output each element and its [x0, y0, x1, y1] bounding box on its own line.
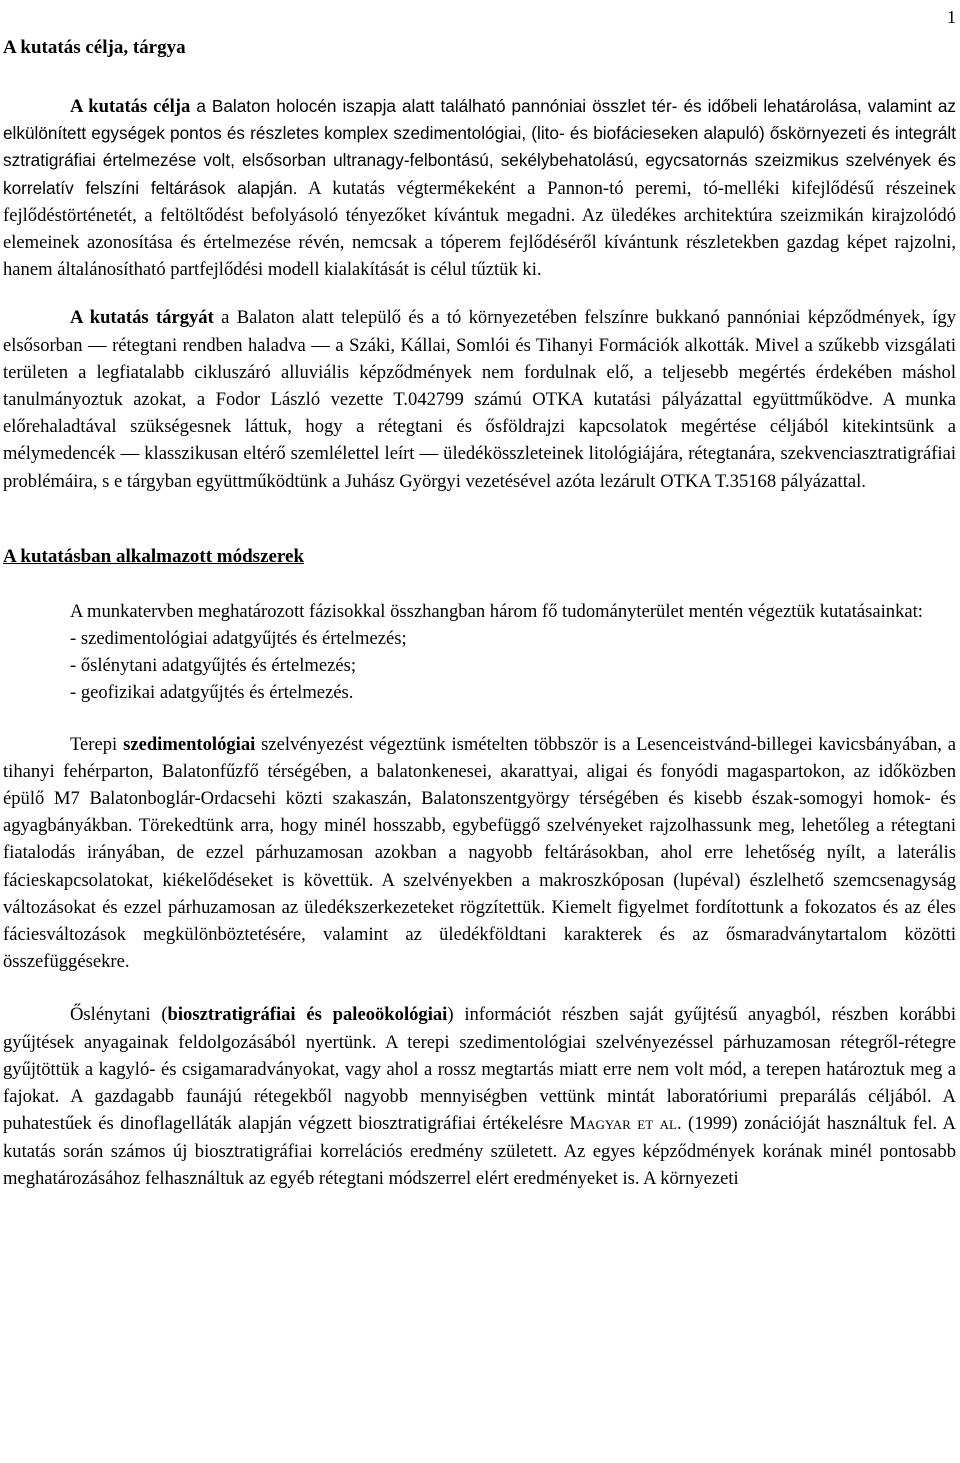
goal-text-part1: a Balaton holocén iszapja alatt található pannóniai összlet tér- és időbeli lehatárolása, valamint az elkülönített egységek pontos és részletes komplex szedimentológiai, (lito- és biofácieseken alapuló) őskörnyezeti és integrált sztratigráfiai értelmezése volt, elsősorban ultranagy-felbontású, sekélybehatolású, egycsatornás szeizmikus szelvények és korrelatív felszíni feltárások alapján.	[3, 96, 956, 198]
paragraph-methods-intro: A munkatervben meghatározott fázisokkal összhangban három fő tudományterület mentén végeztük kutatásainkat:	[70, 600, 923, 622]
subject-lead: A kutatás tárgyát	[70, 307, 214, 329]
paragraph-subject	[3, 304, 956, 494]
subject-text: a Balaton alatt települő és a tó környezetében felszínre bukkanó pannóniai képződmények, így elsősorban — rétegtani rendben haladva — a Száki, Kállai, Somlói és Tihanyi Formációk alkották. Mivel a szűkebb vizsgálati területen a legfiatalabb cikluszáró alluviális képződmények nem fordulnak elő, a teljesebb megértés érdekében máshol tanulmányoztuk azokat, a Fodor László vezette T.042799 számú OTKA kutatási pályázattal együttműködve. A munka előrehaladtával szükségesnek láttuk, hogy a rétegtani és ősföldrajzi kapcsolatok megértése céljából kitekintsünk a mélymedencék — klasszikusan eltérő szemlélettel leírt — üledékösszleteinek litológiájára, rétegtanára, szekvenciasztratigráfiai problémáira, s e tárgyban együttműködtünk a Juhász Györgyi vezetésével azóta lezárult OTKA T.35168 pályázattal.	[3, 307, 957, 492]
section-heading-methods: A kutatásban alkalmazott módszerek	[3, 545, 305, 567]
paragraph-goal	[3, 93, 956, 283]
sedimentology-term: szedimentológiai	[123, 733, 256, 755]
paragraph-paleontology: Őslénytani (biosztratigráfiai és paleoökológiai) információt részben saját gyűjtésű anyagból, részben korábbi gyűjtések anyagainak feldolgozásából nyertünk. A terepi szedimentológiai szelvényezéssel párhuzamosan rétegről-rétegre gyűjtöttük a kagyló- és csigamaradványokat, vagy ahol a rossz megtartás miatt erre nem volt mód, a terepen határoztuk meg a fajokat. A gazdagabb faunájú rétegekből nagyobb mennyiségben vettünk mintát laboratóriumi preparálás céljából. A puhatestűek és dinoflagelláták alapján végzett biosztratigráfiai értékelésre Magyar et al. (1999) zonációját használtuk fel. A kutatás során számos új biosztratigráfiai korrelációs eredmény született. Az egyes képződmények korának minél pontosabb meghatározásához felhasználtuk az egyéb rétegtani módszerrel elért eredményeket is. A környezeti	[3, 1004, 956, 1189]
document-body	[3, 34, 956, 1192]
list-item: - geofizikai adatgyűjtés és értelmezés.	[70, 682, 354, 704]
goal-lead: A kutatás célja	[70, 96, 191, 117]
section-heading-goals: A kutatás célja, tárgya	[3, 37, 186, 58]
biostratigraphy-term: biosztratigráfiai	[167, 1004, 296, 1026]
list-item: - szedimentológiai adatgyűjtés és értelmezés;	[70, 628, 407, 650]
citation-author: Magyar et al.	[569, 1113, 682, 1135]
page-number: 1	[947, 7, 956, 27]
goal-text-part2: A kutatás végtermékeként a Pannon-tó peremi, tó-melléki kifejlődésű részeinek fejlődéstörténetét, a feltöltődést befolyásoló tényezőket kívántuk megadni. Az üledékes architektúra szeizmikán kirajzolódó elemeinek azonosítása és értelmezése révén, nemcsak a tóperem fejlődéséről kívántunk részletekben gazdag képet rajzolni, hanem általánosítható partfejlődési modell kialakítását is célul tűztük ki.	[3, 177, 956, 281]
paleoecology-term: paleoökológiai	[332, 1004, 448, 1026]
paragraph-sedimentology: Terepi szedimentológiai szelvényezést végeztünk ismételten többször is a Lesenceistvánd-billegei kavicsbányában, a tihanyi fehérparton, Balatonfűzfő térségében, a balatonkenesei, akarattyai, aligai és fonyódi magaspartokon, az időközben épülő M7 Balatonboglár-Ordacsehi közti szakaszán, Balatonszentgyörgy térségében és kisebb észak-somogyi homok- és agyagbányákban. Törekedtünk arra, hogy minél hosszabb, egybefüggő szelvényeket rajzolhassunk meg, lehetőleg a rétegtani fiatalodás irányában, de ezzel párhuzamosan azokban a nagyobb feltárásokban, ahol erre lehetőség nyílt, a laterális fácieskapcsolatokat, kiékelődéseket is követtük. A szelvényekben a makroszkóposan (lupéval) észlelhető szemcsenagyság változásokat és ezzel párhuzamosan az üledékszerkezeteket rögzítettük. Kiemelt figyelmet fordítottunk a fokozatos és az éles fáciesváltozások megkülönböztetésére, valamint az üledékföldtani karakterek és az ősmaradványtartalom közötti összefüggésekre.	[3, 733, 957, 973]
list-item: - őslénytani adatgyűjtés és értelmezés;	[70, 655, 357, 677]
methods-list	[3, 625, 956, 707]
